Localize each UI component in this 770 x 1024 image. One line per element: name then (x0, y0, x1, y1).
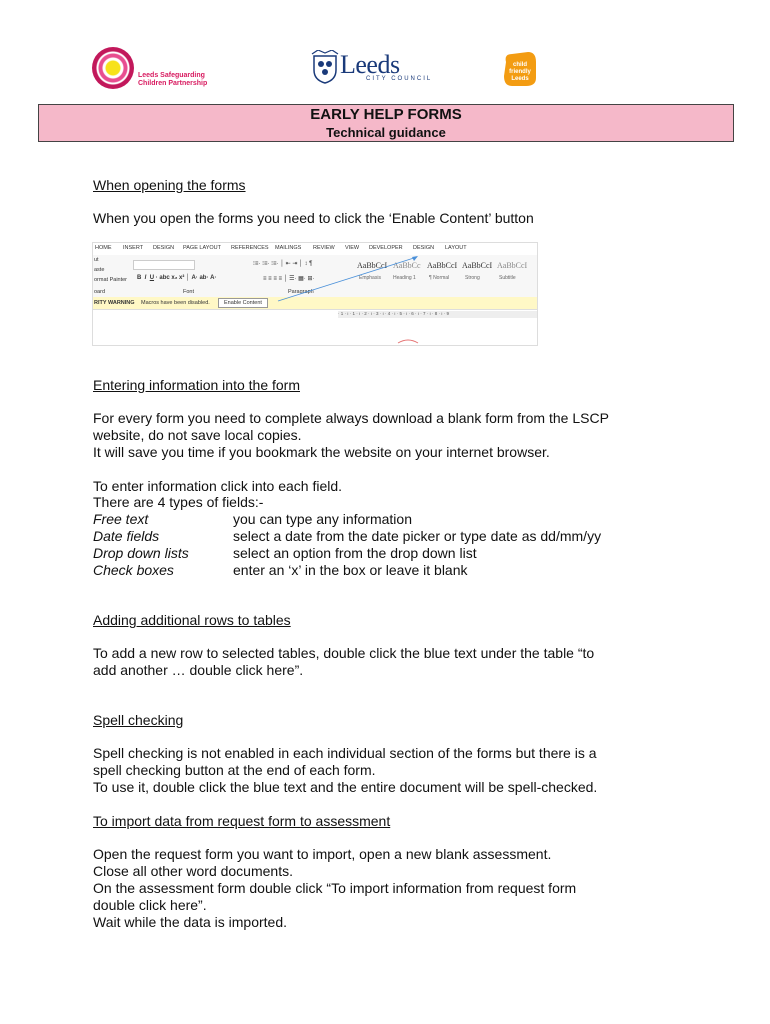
spell-heading: Spell checking (93, 712, 184, 728)
lscp-logo (92, 47, 134, 89)
ribbon-tab-mailings: MAILINGS (275, 245, 302, 251)
field-name-free-text: Free text (93, 511, 149, 527)
page-subtitle: Technical guidance (326, 125, 446, 140)
spell-l2: spell checking button at the end of each form. (93, 762, 376, 778)
ribbon-tab-layout: LAYOUT (445, 245, 467, 251)
field-name-dropdown: Drop down lists (93, 545, 189, 561)
import-l2: Close all other word documents. (93, 863, 293, 879)
import-l3: On the assessment form double click “To import information from request form (93, 880, 577, 896)
ribbon-tab-design: DESIGN (153, 245, 175, 251)
spell-l1: Spell checking is not enabled in each individual section of the forms but there is a (93, 745, 597, 761)
entering-heading: Entering information into the form (93, 377, 300, 393)
style-normal: AaBbCcI (427, 261, 458, 270)
leeds-wordmark: Leeds (340, 50, 400, 79)
ribbon-cut: ut (94, 257, 99, 263)
child-friendly-leeds-logo (498, 48, 538, 88)
opening-body: When you open the forms you need to click the ‘Enable Content’ button (93, 210, 534, 226)
arrow-icon (93, 243, 537, 345)
security-warning-label: RITY WARNING (94, 300, 135, 306)
leeds-crest-icon (310, 50, 340, 84)
field-desc-dropdown: select an option from the drop down list (233, 545, 477, 561)
cfl-text (540, 90, 541, 91)
adding-l2: add another … double click here”. (93, 662, 304, 678)
style-label-strong: Strong (465, 275, 480, 281)
leeds-subtitle: CITY COUNCIL (366, 76, 433, 82)
opening-heading: When opening the forms (93, 177, 246, 193)
import-l1: Open the request form you want to import, open a new blank assessment. (93, 846, 552, 862)
ribbon-tab-insert: INSERT (123, 245, 144, 251)
security-warning-text: Macros have been disabled. (141, 300, 210, 306)
field-desc-date: select a date from the date picker or type date as dd/mm/yy (233, 528, 602, 544)
field-name-checkbox: Check boxes (93, 562, 174, 578)
style-label-heading1: Heading 1 (393, 275, 416, 281)
adding-l1: To add a new row to selected tables, double click the blue text under the table “to (93, 645, 595, 661)
import-heading: To import data from request form to assessment (93, 813, 391, 829)
ribbon-tab-home: HOME (95, 245, 112, 251)
page-title: EARLY HELP FORMS (310, 106, 462, 123)
svg-text:Leeds: Leeds (511, 76, 529, 82)
ribbon-tab-view: VIEW (345, 245, 360, 251)
paragraph-buttons: ≡ ≡ ≡ ≡ │ ☰· ▦· ⊞· (263, 276, 315, 282)
import-l4: double click here”. (93, 897, 207, 913)
style-label-subtitle: Subtitle (499, 275, 516, 281)
spell-l3: To use it, double click the blue text and the entire document will be spell-checked. (93, 779, 598, 795)
import-l5: Wait while the data is imported. (93, 914, 288, 930)
lscp-line2: Children Partnership (138, 80, 208, 87)
svg-text:child: child (512, 62, 528, 68)
ribbon-tab-developer: DEVELOPER (369, 245, 403, 251)
ribbon-paste: aste (94, 267, 105, 273)
ruler: · 1 · ı · 1 · ı · 2 · ı · 3 · ı · 4 · ı · 5 · ı · 6 · ı · 7 · ı · 8 · ı · 9 (338, 311, 537, 318)
word-ribbon-screenshot (92, 242, 538, 346)
ribbon-tab-page-layout: PAGE LAYOUT (183, 245, 222, 251)
ribbon-tab-design2: DESIGN (413, 245, 435, 251)
ribbon-clipboard: oard (94, 289, 106, 295)
entering-p5: There are 4 types of fields:- (93, 494, 264, 510)
field-name-date: Date fields (93, 528, 160, 544)
ribbon-tab-references: REFERENCES (231, 245, 269, 251)
entering-p2: website, do not save local copies. (93, 427, 302, 443)
svg-text:friendly: friendly (509, 69, 531, 75)
ribbon-paragraph-group: Paragraph (288, 289, 314, 295)
style-strong: AaBbCcI (462, 261, 493, 270)
adding-heading: Adding additional rows to tables (93, 612, 291, 628)
style-label-emphasis: Emphasis (359, 275, 381, 281)
font-format-buttons: B I U · abc x₂ x² │ A· ab· A· (137, 275, 217, 281)
style-label-normal: ¶ Normal (429, 275, 450, 281)
ribbon-font-group: Font (183, 289, 195, 295)
ribbon-format-painter: ormat Painter (94, 277, 128, 283)
field-desc-free-text: you can type any information (233, 511, 412, 527)
lscp-logo-text (138, 72, 207, 88)
enable-content-button[interactable]: Enable Content (218, 298, 268, 308)
field-desc-checkbox: enter an ‘x’ in the box or leave it blank (233, 562, 468, 578)
style-heading1: AaBbCc (393, 261, 421, 270)
ribbon-tab-review: REVIEW (313, 245, 335, 251)
entering-p3: It will save you time if you bookmark the website on your internet browser. (93, 444, 550, 460)
style-emphasis: AaBbCcI (357, 261, 388, 270)
entering-p4: To enter information click into each field. (93, 478, 343, 494)
style-subtitle: AaBbCcI (497, 261, 528, 270)
lscp-line1: Leeds Safeguarding (138, 72, 205, 79)
entering-p1: For every form you need to complete always download a blank form from the LSCP (93, 410, 609, 426)
list-buttons: ⁝≡· ⁝≡· ⁝≡· │ ⇤ ⇥ │ ↕ ¶ (253, 261, 313, 267)
